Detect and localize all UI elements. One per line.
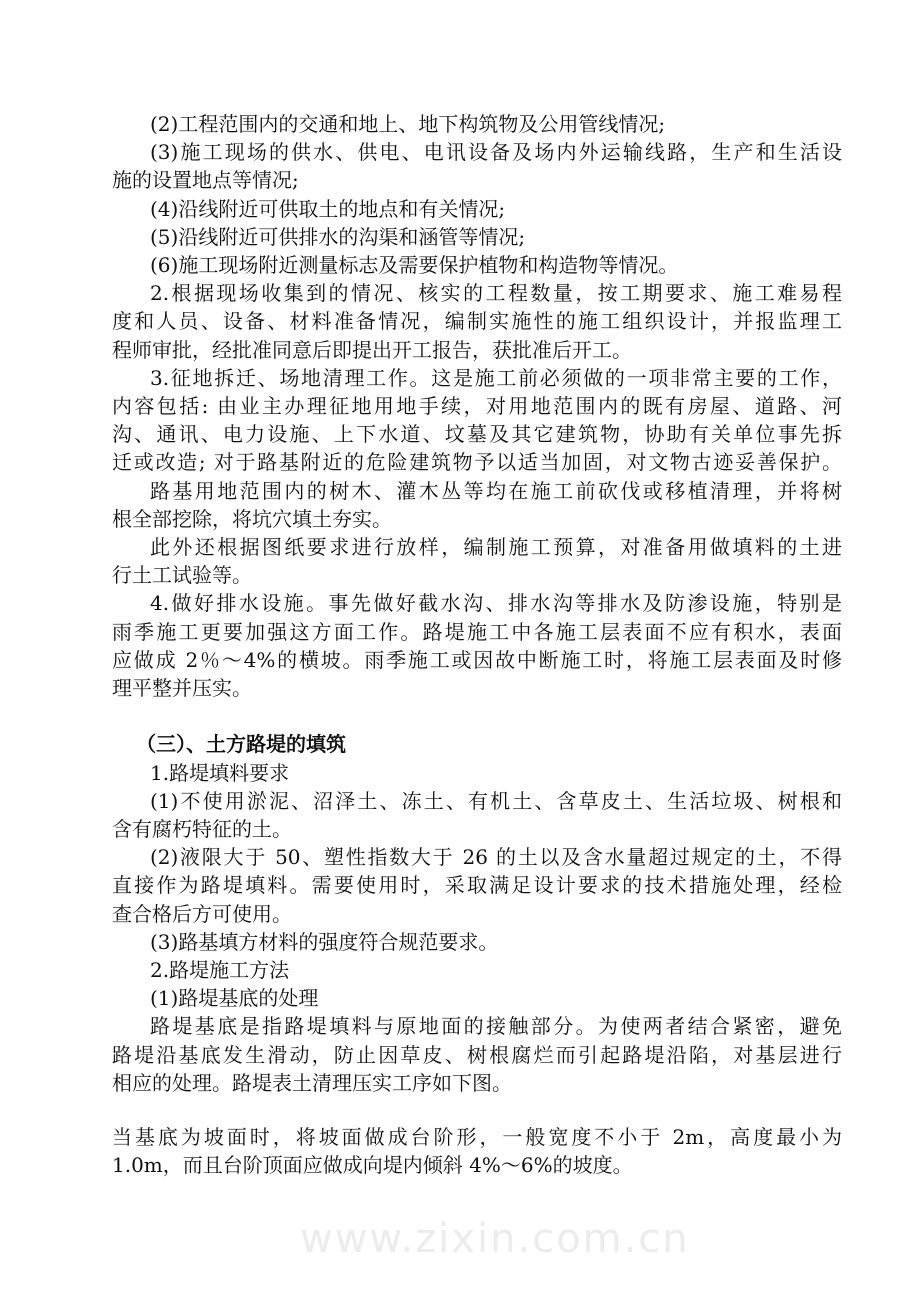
text-line: 1.路堤填料要求 (150, 760, 290, 785)
text-line: 2.路堤施工方法 (150, 958, 290, 983)
text-line: 应做成 2％～4%的横坡。雨季施工或因故中断施工时，将施工层表面及时修 (112, 647, 842, 672)
text-line: (6)施工现场附近测量标志及需要保护植物和构造物等情况。 (150, 253, 679, 278)
section-slope-base (112, 1123, 842, 1179)
text-line: 路堤基底是指路堤填料与原地面的接触部分。为使两者结合紧密，避免 (150, 1014, 842, 1039)
text-line: 3.征地拆迁、场地清理工作。这是施工前必须做的一项非常主要的工作， (150, 365, 842, 390)
text-line: 此外还根据图纸要求进行放样，编制施工预算，对准备用做填料的土进 (150, 535, 842, 560)
text-line: 4.做好排水设施。事先做好截水沟、排水沟等排水及防渗设施，特别是 (150, 591, 842, 616)
blank-line (112, 702, 842, 730)
blank-line (112, 1097, 842, 1123)
text-line: 路堤沿基底发生滑动，防止因草皮、树根腐烂而引起路堤沿陷，对基层进行 (112, 1042, 842, 1067)
section-embankment-filling (112, 759, 842, 1097)
text-line: (4)沿线附近可供取土的地点和有关情况; (150, 196, 506, 221)
section-heading: （三）、土方路堤的填筑 (136, 732, 346, 757)
text-line: 雨季施工更要加强这方面工作。路堤施工中各施工层表面不应有积水，表面 (112, 619, 842, 644)
text-line: 程师审批，经批准同意后即提出开工报告，获批准后开工。 (112, 337, 632, 362)
watermark: www.zixin.com.cn (300, 1216, 690, 1262)
text-line: (3)路基填方材料的强度符合规范要求。 (150, 929, 499, 954)
text-line: 度和人员、设备、材料准备情况，编制实施性的施工组织设计，并报监理工 (112, 309, 842, 334)
text-line: (2)液限大于 50、塑性指数大于 26 的土以及含水量超过规定的土，不得 (150, 845, 842, 870)
section-site-preparation (112, 110, 842, 702)
text-line: 2.根据现场收集到的情况、核实的工程数量，按工期要求、施工难易程 (150, 281, 842, 306)
text-line: 含有腐朽特征的土。 (112, 817, 292, 842)
text-line: 相应的处理。路堤表土清理压实工序如下图。 (112, 1070, 512, 1095)
text-line: 路基用地范围内的树木、灌木丛等均在施工前砍伐或移植清理，并将树 (150, 478, 842, 503)
text-line: (1)不使用淤泥、沼泽土、冻土、有机土、含草皮土、生活垃圾、树根和 (150, 788, 842, 813)
text-line: 内容包括: 由业主办理征地用地手续，对用地范围内的既有房屋、道路、河 (112, 394, 842, 419)
text-line: 理平整并压实。 (112, 676, 252, 701)
text-line: 直接作为路堤填料。需要使用时，采取满足设计要求的技术措施处理，经检 (112, 873, 842, 898)
text-line: 迁或改造; 对于路基附近的危险建筑物予以适当加固，对文物古迹妥善保护。 (112, 450, 842, 475)
text-line: 行土工试验等。 (112, 563, 252, 588)
text-line: 施的设置地点等情况; (112, 168, 299, 193)
text-line: (1)路堤基底的处理 (150, 986, 319, 1011)
text-line: 根全部挖除，将坑穴填土夯实。 (112, 506, 392, 531)
text-line: (2)工程范围内的交通和地上、地下构筑物及公用管线情况; (150, 112, 666, 136)
text-line: 1.0m，而且台阶顶面应做成向堤内倾斜 4%～6%的坡度。 (112, 1153, 633, 1178)
text-line: 查合格后方可使用。 (112, 901, 292, 926)
text-line: (3)施工现场的供水、供电、电讯设备及场内外运输线路，生产和生活设 (150, 140, 842, 165)
text-line: 当基底为坡面时，将坡面做成台阶形，一般宽度不小于 2m，高度最小为 (112, 1125, 842, 1150)
document-page (112, 110, 842, 1180)
text-line: 沟、通讯、电力设施、上下水道、坟墓及其它建筑物，协助有关单位事先拆 (112, 422, 842, 447)
text-line: (5)沿线附近可供排水的沟渠和涵管等情况; (150, 224, 526, 249)
